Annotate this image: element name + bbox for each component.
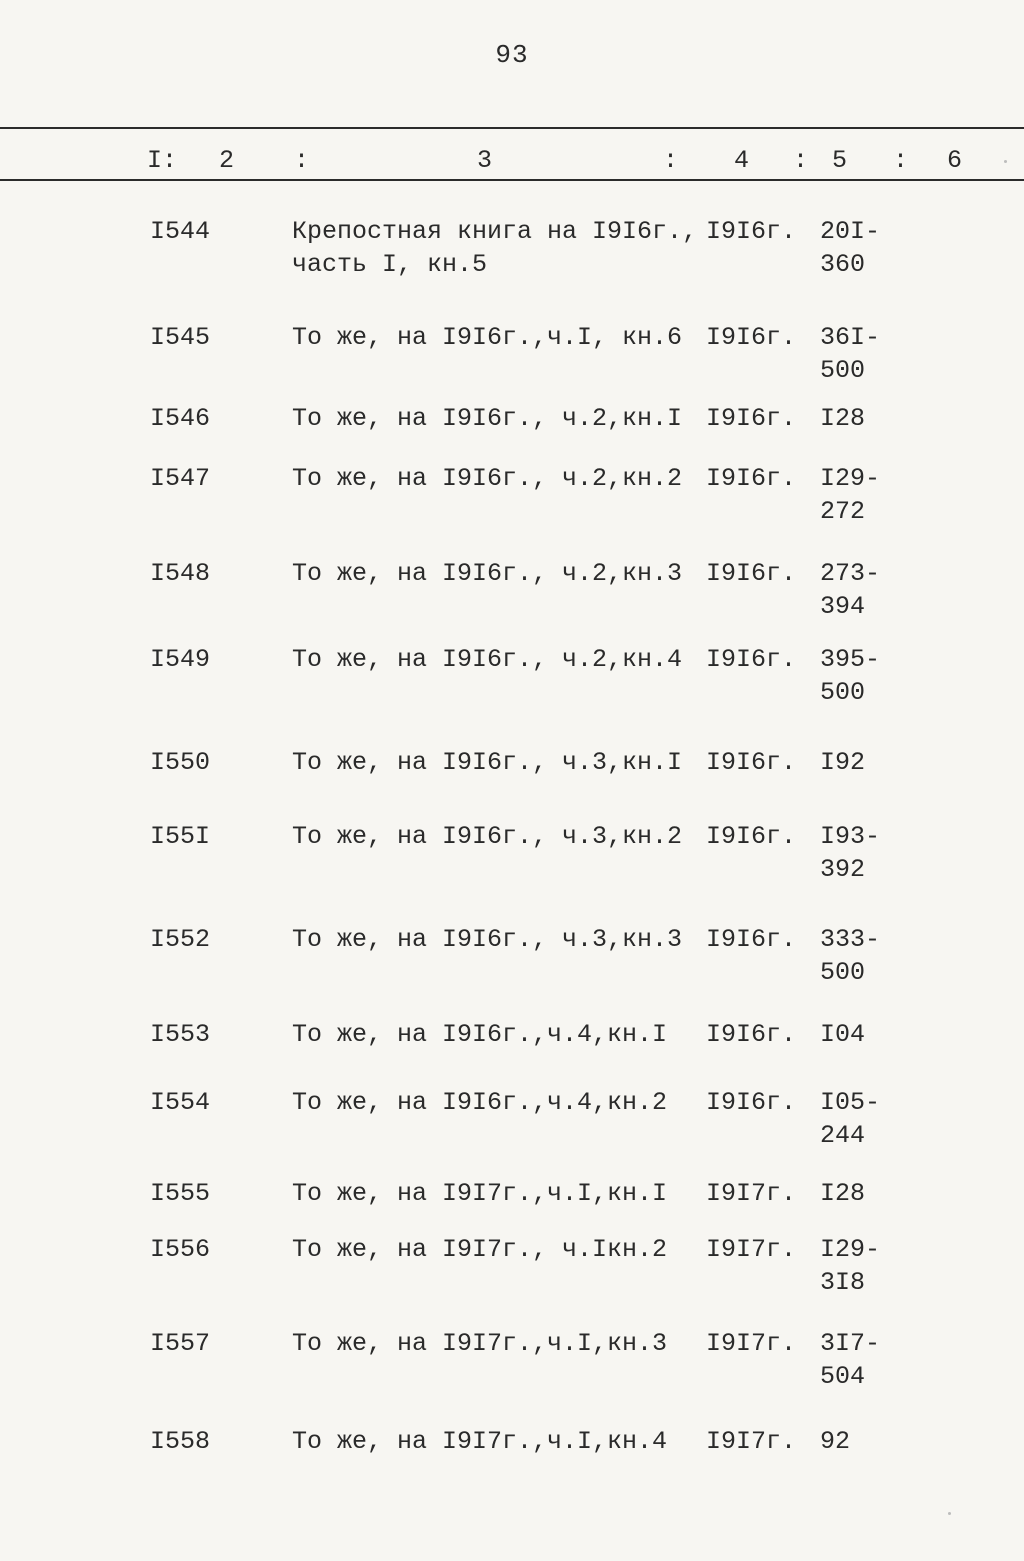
sheet-range-line: 500	[820, 678, 866, 707]
item-number: I546	[150, 404, 211, 433]
item-number: I55I	[150, 822, 211, 851]
header-col-5: 5	[832, 146, 848, 175]
sheet-range-line: I05-	[820, 1088, 881, 1117]
page-number: 93	[495, 40, 529, 70]
sheet-range-line: 333-	[820, 925, 881, 954]
item-number: I555	[150, 1179, 211, 1208]
sheet-range-line: 394	[820, 592, 866, 621]
item-title: То же, на I9I7г., ч.Iкн.2	[292, 1235, 668, 1264]
item-sheets	[820, 1233, 890, 1299]
item-year: I9I6г.	[706, 822, 797, 851]
item-sheets	[820, 402, 890, 435]
sheet-range-line: 20I-	[820, 217, 881, 246]
item-title: То же, на I9I6г., ч.3,кн.2	[292, 822, 683, 851]
item-sheets	[820, 1086, 890, 1152]
item-number: I547	[150, 464, 211, 493]
item-year: I9I6г.	[706, 217, 797, 246]
item-sheets	[820, 1177, 890, 1210]
sheet-range-line: 395-	[820, 645, 881, 674]
item-year: I9I6г.	[706, 1020, 797, 1049]
header-col-4: 4	[734, 146, 750, 175]
sheet-range-line: I28	[820, 1179, 866, 1208]
item-number: I553	[150, 1020, 211, 1049]
sheet-range-line: 392	[820, 855, 866, 884]
item-sheets	[820, 1327, 890, 1393]
item-year: I9I7г.	[706, 1235, 797, 1264]
item-title: То же, на I9I6г., ч.3,кн.3	[292, 925, 683, 954]
item-sheets	[820, 643, 890, 709]
item-sheets	[820, 1425, 890, 1458]
item-year: I9I6г.	[706, 323, 797, 352]
sheet-range-line: 272	[820, 497, 866, 526]
item-sheets	[820, 820, 890, 886]
paper-speck	[1004, 160, 1007, 163]
item-title: То же, на I9I6г., ч.2,кн.I	[292, 404, 683, 433]
item-number: I558	[150, 1427, 211, 1456]
item-year: I9I6г.	[706, 559, 797, 588]
header-separator: :	[793, 146, 809, 175]
item-number: I554	[150, 1088, 211, 1117]
sheet-range-line: I29-	[820, 464, 881, 493]
sheet-range-line: I92	[820, 748, 866, 777]
item-title: То же, на I9I6г., ч.3,кн.I	[292, 748, 683, 777]
item-title: То же, на I9I7г.,ч.I,кн.4	[292, 1427, 668, 1456]
item-title: То же, на I9I6г.,ч.4,кн.I	[292, 1020, 668, 1049]
sheet-range-line: 500	[820, 958, 866, 987]
item-title: Крепостная книга на I9I6г., часть I, кн.5	[292, 217, 698, 279]
item-year: I9I6г.	[706, 404, 797, 433]
header-col-3: 3	[477, 146, 493, 175]
header-separator: :	[893, 146, 909, 175]
item-title: То же, на I9I6г.,ч.I, кн.6	[292, 323, 683, 352]
sheet-range-line: 244	[820, 1121, 866, 1150]
item-year: I9I6г.	[706, 645, 797, 674]
sheet-range-line: 3I8	[820, 1268, 866, 1297]
header-separator: :	[294, 146, 310, 175]
item-title: То же, на I9I7г.,ч.I,кн.I	[292, 1179, 668, 1208]
sheet-range-line: I28	[820, 404, 866, 433]
item-number: I545	[150, 323, 211, 352]
item-year: I9I7г.	[706, 1427, 797, 1456]
item-sheets	[820, 321, 890, 387]
item-sheets	[820, 557, 890, 623]
item-year: I9I6г.	[706, 464, 797, 493]
item-title: То же, на I9I6г., ч.2,кн.4	[292, 645, 683, 674]
sheet-range-line: 500	[820, 356, 866, 385]
header-separator: :	[663, 146, 679, 175]
item-title: То же, на I9I6г., ч.2,кн.2	[292, 464, 683, 493]
item-year: I9I7г.	[706, 1179, 797, 1208]
sheet-range-line: 504	[820, 1362, 866, 1391]
sheet-range-line: 92	[820, 1427, 851, 1456]
item-sheets	[820, 1018, 890, 1051]
item-number: I550	[150, 748, 211, 777]
sheet-range-line: 36I-	[820, 323, 881, 352]
header-col-1: I:	[147, 146, 178, 175]
item-sheets	[820, 746, 890, 779]
sheet-range-line: I04	[820, 1020, 866, 1049]
item-number: I552	[150, 925, 211, 954]
item-title: То же, на I9I6г.,ч.4,кн.2	[292, 1088, 668, 1117]
item-year: I9I6г.	[706, 748, 797, 777]
item-sheets	[820, 215, 890, 281]
sheet-range-line: I29-	[820, 1235, 881, 1264]
item-title: То же, на I9I6г., ч.2,кн.3	[292, 559, 683, 588]
item-number: I556	[150, 1235, 211, 1264]
item-number: I544	[150, 217, 211, 246]
header-col-2: 2	[219, 146, 235, 175]
item-sheets	[820, 923, 890, 989]
sheet-range-line: 3I7-	[820, 1329, 881, 1358]
item-title: То же, на I9I7г.,ч.I,кн.3	[292, 1329, 668, 1358]
sheet-range-line: 273-	[820, 559, 881, 588]
item-number: I548	[150, 559, 211, 588]
header-col-6: 6	[947, 146, 963, 175]
item-number: I557	[150, 1329, 211, 1358]
item-year: I9I6г.	[706, 1088, 797, 1117]
item-sheets	[820, 462, 890, 528]
sheet-range-line: 360	[820, 250, 866, 279]
paper-speck	[948, 1512, 951, 1515]
sheet-range-line: I93-	[820, 822, 881, 851]
item-number: I549	[150, 645, 211, 674]
item-year: I9I6г.	[706, 925, 797, 954]
item-year: I9I7г.	[706, 1329, 797, 1358]
